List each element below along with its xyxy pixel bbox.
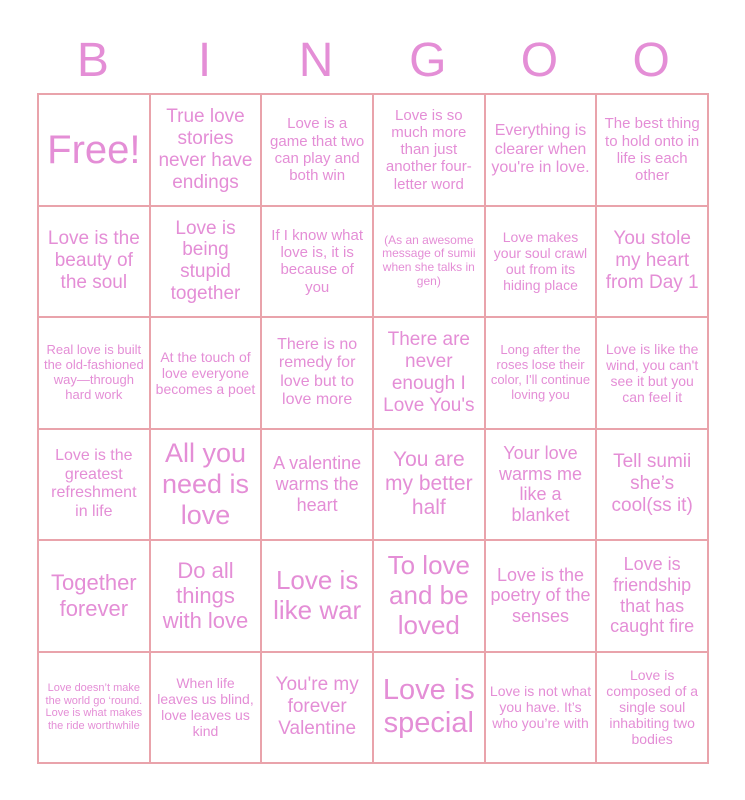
bingo-cell[interactable] xyxy=(150,94,262,206)
bingo-cell-text: All you need is love xyxy=(161,437,250,530)
header-letter-o2: O xyxy=(632,34,670,87)
bingo-cell-text: Love is like the wind, you can't see it but you can feel it xyxy=(605,340,699,405)
bingo-cell[interactable] xyxy=(485,652,597,764)
bingo-cell[interactable] xyxy=(261,94,373,206)
bingo-cell-text: Love is the greatest refreshment in life xyxy=(51,447,137,520)
bingo-cell-text: If I know what love is, it is because of you xyxy=(271,226,364,296)
bingo-cell[interactable] xyxy=(150,540,262,652)
bingo-cell[interactable] xyxy=(485,206,597,318)
bingo-cell[interactable] xyxy=(38,429,150,541)
bingo-cell[interactable] xyxy=(261,317,373,429)
bingo-cell[interactable] xyxy=(485,540,597,652)
bingo-cell-text: Long after the roses lose their color, I'll continue loving you xyxy=(490,341,591,402)
bingo-cell[interactable] xyxy=(150,317,262,429)
bingo-cell[interactable] xyxy=(261,540,373,652)
header-letter-n: N xyxy=(298,34,334,87)
bingo-cell-text: Love is special xyxy=(382,673,475,740)
bingo-cell-text: Together forever xyxy=(51,570,137,621)
bingo-cell[interactable] xyxy=(373,652,485,764)
bingo-cell-text: A valentine warms the heart xyxy=(273,453,362,515)
bingo-cell-text: There is no remedy for love but to love more xyxy=(277,335,358,409)
bingo-cell-text: Tell sumii she’s cool(ss it) xyxy=(611,451,693,517)
bingo-cell-text: Love doesn’t make the world go ‘round. Love is what makes the ride worthwhile xyxy=(45,681,143,732)
bingo-cell-text: When life leaves us blind, love leaves us kind xyxy=(157,675,254,740)
bingo-cell-text: (As an awesome message of sumii when she talks in gen) xyxy=(382,232,476,289)
bingo-cell-text: To love and be loved xyxy=(387,549,471,640)
bingo-cell-text: Love is so much more than just another four-letter word xyxy=(385,106,472,193)
bingo-cell-text: There are never enough I Love You's xyxy=(383,329,475,416)
bingo-cell-text: Do all things with love xyxy=(162,557,249,634)
bingo-cell[interactable] xyxy=(38,317,150,429)
bingo-cell[interactable] xyxy=(373,94,485,206)
bingo-cell[interactable] xyxy=(38,94,150,206)
bingo-cell[interactable] xyxy=(596,540,708,652)
bingo-cell[interactable] xyxy=(150,206,262,318)
bingo-cell-text: True love stories never have endings xyxy=(158,106,253,193)
bingo-cell[interactable] xyxy=(596,206,708,318)
bingo-cell-text: Love is a game that two can play and both win xyxy=(270,115,365,184)
header-letter-i: I xyxy=(197,34,212,87)
bingo-cell[interactable] xyxy=(261,429,373,541)
bingo-cell[interactable] xyxy=(485,94,597,206)
bingo-cell-text: You stole my heart from Day 1 xyxy=(605,228,699,294)
bingo-cell-text: Free! xyxy=(47,127,141,172)
bingo-cell[interactable] xyxy=(373,429,485,541)
bingo-cell[interactable] xyxy=(261,206,373,318)
bingo-cell[interactable] xyxy=(485,317,597,429)
bingo-cell[interactable] xyxy=(261,652,373,764)
bingo-cell[interactable] xyxy=(596,652,708,764)
header-letter-g: G xyxy=(409,34,447,87)
bingo-cell-text: Real love is built the old-fashioned way—through hard work xyxy=(43,341,144,402)
header-letter-b: B xyxy=(76,34,109,87)
bingo-cell-text: You're my forever Valentine xyxy=(275,674,359,740)
bingo-cell-text: At the touch of love everyone becomes a poet xyxy=(155,348,256,397)
bingo-cell-text: Love makes your soul crawl out from its hiding place xyxy=(493,229,588,294)
bingo-cell[interactable] xyxy=(373,317,485,429)
bingo-cell-text: Everything is clearer when you're in love. xyxy=(491,122,590,176)
bingo-cell[interactable] xyxy=(596,317,708,429)
bingo-cell[interactable] xyxy=(485,429,597,541)
bingo-cell-text: Love is not what you have. It’s who you’re with xyxy=(489,683,592,732)
bingo-cell[interactable] xyxy=(38,206,150,318)
bingo-cell-text: Love is the poetry of the senses xyxy=(490,564,591,627)
bingo-cell[interactable] xyxy=(38,652,150,764)
bingo-cell-text: You are my better half xyxy=(385,448,473,520)
bingo-cell[interactable] xyxy=(150,652,262,764)
bingo-board xyxy=(37,93,709,764)
bingo-cell[interactable] xyxy=(38,540,150,652)
bingo-cell-text: Love is like war xyxy=(273,564,362,625)
bingo-cell-text: The best thing to hold onto in life is each other xyxy=(604,115,700,184)
bingo-cell[interactable] xyxy=(373,540,485,652)
bingo-cell-text: Love is being stupid together xyxy=(170,217,241,305)
bingo-header xyxy=(37,30,707,92)
bingo-cell[interactable] xyxy=(373,206,485,318)
bingo-cell[interactable] xyxy=(150,429,262,541)
bingo-cell-text: Love is friendship that has caught fire xyxy=(610,554,695,637)
bingo-cell[interactable] xyxy=(596,94,708,206)
bingo-cell[interactable] xyxy=(596,429,708,541)
bingo-cell-text: Love is composed of a single soul inhabiting two bodies xyxy=(606,667,699,748)
bingo-cell-text: Your love warms me like a blanket xyxy=(498,442,582,525)
bingo-cell-text: Love is the beauty of the soul xyxy=(47,228,140,294)
header-letter-o: O xyxy=(520,34,559,87)
